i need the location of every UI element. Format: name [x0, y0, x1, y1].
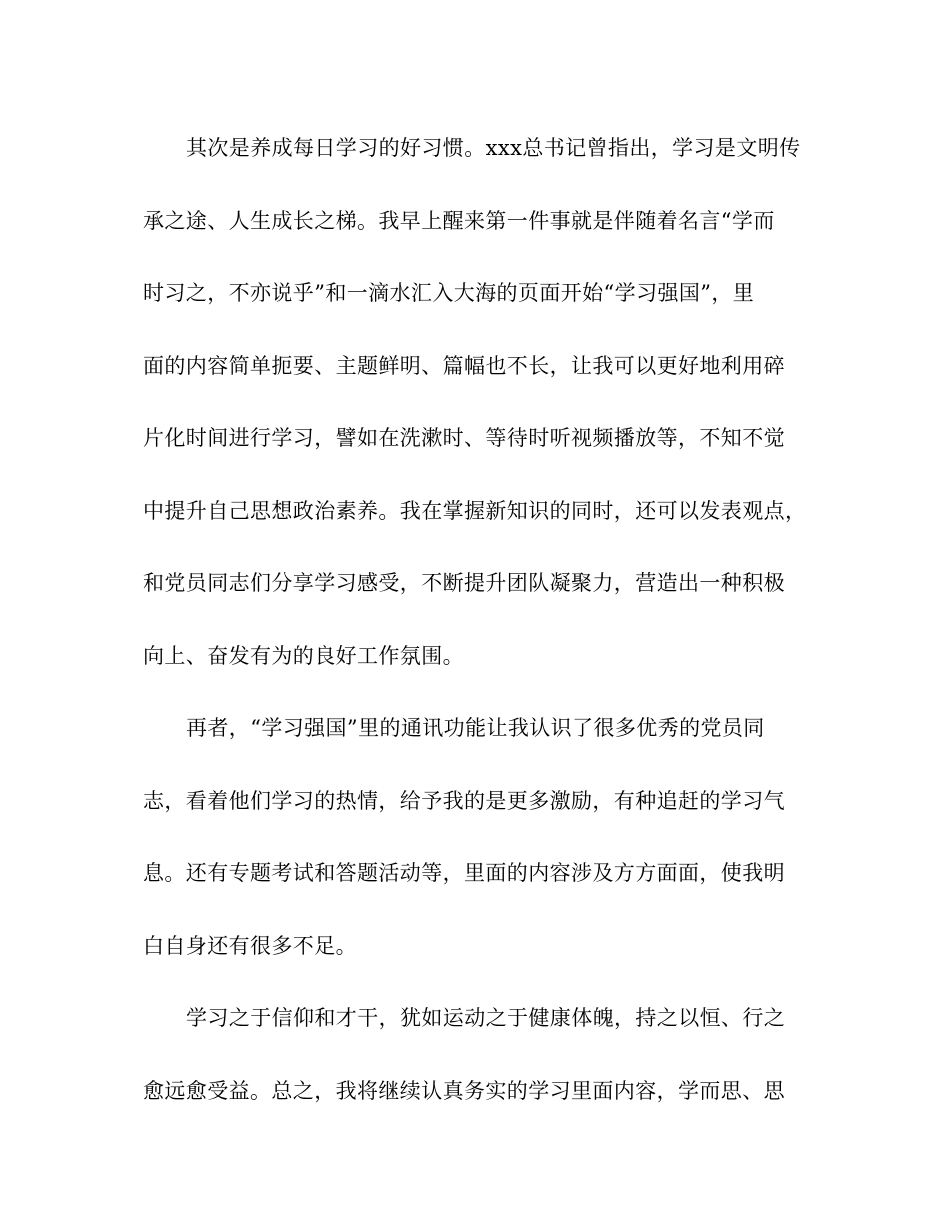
- paragraph-2-line-3: 息。还有专题考试和答题活动等，里面的内容涉及方方面面，使我明: [143, 861, 785, 885]
- paragraph-1-line-3: 时习之，不亦说乎”和一滴水汇入大海的页面开始“学习强国”，里: [143, 281, 755, 305]
- paragraph-2-line-4: 白自身还有很多不足。: [143, 933, 357, 958]
- paragraph-3-line-2: 愈远愈受益。总之，我将继续认真务实的学习里面内容，学而思、思: [143, 1078, 785, 1103]
- paragraph-1-line-8: 向上、奋发有为的良好工作氛围。: [143, 643, 464, 668]
- paragraph-1-line-4: 面的内容简单扼要、主题鲜明、篇幅也不长，让我可以更好地利用碎: [143, 353, 785, 378]
- paragraph-1-line-5: 片化时间进行学习，譬如在洗漱时、等待时听视频播放等，不知不觉: [143, 426, 785, 450]
- paragraph-1-line-1: 其次是养成每日学习的好习惯。xxx总书记曾指出，学习是文明传: [186, 136, 801, 160]
- paragraph-2-line-1: 再者，“学习强国”里的通讯功能让我认识了很多优秀的党员同: [186, 716, 765, 740]
- paragraph-1-line-6: 中提升自己思想政治素养。我在掌握新知识的同时，还可以发表观点，: [143, 498, 807, 523]
- paragraph-2-line-2: 志，看着他们学习的热情，给予我的是更多激励，有种追赶的学习气: [143, 788, 785, 813]
- document-body: [143, 112, 807, 1127]
- paragraph-1-line-2: 承之途、人生成长之梯。我早上醒来第一件事就是伴随着名言“学而: [143, 208, 775, 233]
- paragraph-3-line-1: 学习之于信仰和才干，犹如运动之于健康体魄，持之以恒、行之: [186, 1006, 786, 1030]
- paragraph-1-line-7: 和党员同志们分享学习感受，不断提升团队凝聚力，营造出一种积极: [143, 571, 785, 595]
